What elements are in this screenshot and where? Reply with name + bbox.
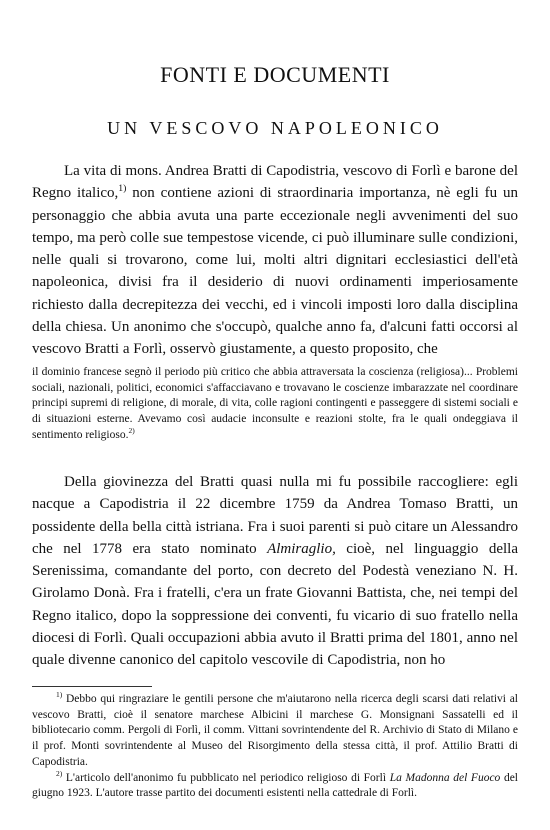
paragraph-youth-italic: Almiraglio, [267,540,336,557]
paragraph-intro-text-a: La vita di mons. Andrea Bratti di Capodistria, vescovo di Forlì e barone del Regno italico, [32,163,518,202]
block-quote-text: il dominio francese segnò il periodo più critico che abbia attraversata la coscienza (religiosa)... Problemi sociali, nazionali, politici, economici s'affacciavano e trovavano le coscienze imbarazzate nel coordinare principi supremi di religione, di morale, di vita, colle ragioni contingenti e passeggere di sistemi sociali e di situazioni esterne. Avevamo così audacie inconsulte e reazioni stolte, fra le quali ondeggiava il sentimento religioso. [32,366,518,441]
footnote-2-text-a: L'articolo dell'anonimo fu pubblicato nel periodico religioso di Forlì [62,771,390,784]
footnotes [32,692,518,802]
footnote-1 [32,692,518,771]
article-title: UN VESCOVO NAPOLEONICO [107,118,443,138]
paragraph-intro-text-b: non contiene azioni di straordinaria importanza, nè egli fu un personaggio che abbia avuta una parte eccezionale negli avvenimenti del suo tempo, ma però colle sue tempestose vicende, ci può illuminare sulle condizioni, nelle quali si trovarono, come lui, molti altri dignitari ecclesiastici dell'età napoleonica, divisi fra il desiderio di nuovi ordinamenti imperiosamente richiesto dalla decrepitezza dei vecchi, ed i vincoli imposti loro dalla disciplina della chiesa. Un anonimo che s'occupò, qualche anno fa, d'alcuni fatti occorsi al vescovo Bratti a Forlì, osservò giustamente, a questo proposito, che [32,185,518,358]
footnote-2 [32,768,518,802]
block-quote [32,365,518,444]
paragraph-intro [32,160,518,361]
footnote-1-text: Debbo qui ringraziare le gentili persone che m'aiutarono nella ricerca degli scarsi dati relativi al vescovo Bratti, cioè il senatore marchese Albicini il marchese G. Monsignani Sassatelli ed il bibliotecario comm. Pergoli di Forlì, il comm. Vittani sovrintendente del R. Archivio di Stato di Milano e il prof. Monti sovrintendente al Museo del Risorgimento della stessa città, il prof. Attilio Bratti di Capodistria. [32,693,518,768]
footnote-divider [32,686,152,687]
paragraph-youth [32,471,518,672]
paragraph-youth-text-b: cioè, nel linguaggio della Serenissima, comandante del porto, con decreto del Podestà veneziano N. H. Girolamo Donà. Fra i fratelli, c'era un frate Giovanni Battista, che, nei tempi del Regno italico, dopo la soppressione dei conventi, fu vicario di suo fratello nella diocesi di Forlì. Quali occupazioni abbia avuto il Bratti prima del 1801, anno nel quale divenne canonico del capitolo vescovile di Capodistria, non ho [32,540,518,669]
footnote-1-marker: 1) [56,690,63,700]
footnote-2-italic: La Madonna del Fuoco [389,771,501,784]
footnote-ref-1: 1) [118,183,127,195]
footnote-ref-2: 2) [128,425,135,435]
footnote-2-marker: 2) [56,768,63,778]
section-title: FONTI E DOCUMENTI [160,62,390,87]
footnote-2-text-b: del giugno 1923. L'autore trasse partito dei documenti esistenti nella cattedrale di Forlì. [32,771,518,800]
paragraph-youth-text-a: Della giovinezza del Bratti quasi nulla mi fu possibile raccogliere: egli nacque a Capodistria il 22 dicembre 1759 da Andrea Tomaso Bratti, un possidente della bella città istriana. Fra i suoi parenti si può citare un Alessandro che nel 1778 era stato nominato [32,474,518,557]
